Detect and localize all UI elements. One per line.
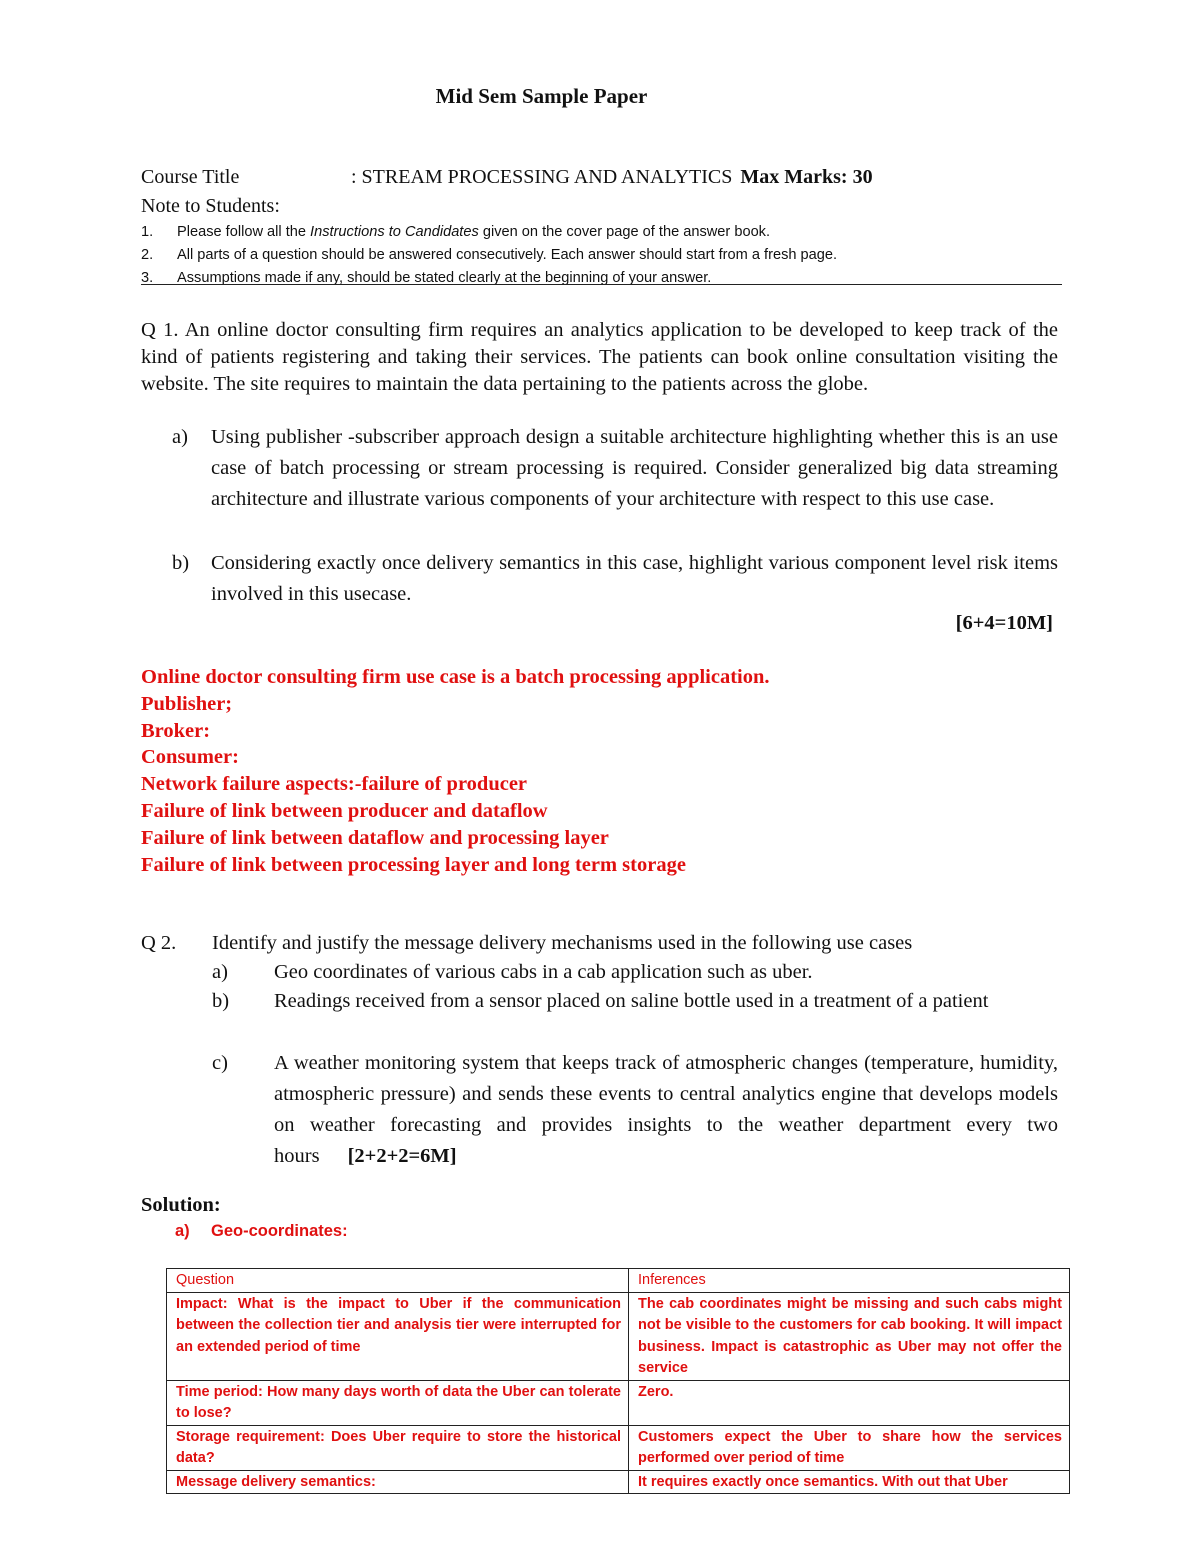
solution-table xyxy=(166,1268,1070,1494)
course-line xyxy=(141,166,873,189)
instruction-text: All parts of a question should be answered consecutively. Each answer should start from a fresh page. xyxy=(177,247,838,263)
solution-sub-letter: a) xyxy=(175,1222,190,1240)
max-marks: Max Marks: 30 xyxy=(740,166,873,188)
instruction-item xyxy=(141,267,1061,290)
table-cell: Message delivery semantics: xyxy=(167,1470,629,1494)
answer-line: Failure of link between producer and dataflow xyxy=(141,799,548,822)
solution-sub-title: Geo-coordinates: xyxy=(211,1222,348,1240)
question-2-part-c xyxy=(212,1048,1058,1172)
instruction-item xyxy=(141,244,1061,267)
answer-line: Consumer: xyxy=(141,746,239,769)
answer-line: Failure of link between dataflow and processing layer xyxy=(141,826,609,849)
table-cell: The cab coordinates might be missing and such cabs might not be visible to the customers for cab booking. It will impact business. Impact is catastrophic as Uber may not offer the service xyxy=(629,1292,1070,1380)
page-title: Mid Sem Sample Paper xyxy=(435,84,648,108)
part-letter: a) xyxy=(172,426,188,448)
table-row xyxy=(167,1292,1070,1380)
question-1-part-b xyxy=(172,548,1058,610)
table-cell: It requires exactly once semantics. With out that Uber xyxy=(629,1470,1070,1494)
part-letter: c) xyxy=(212,1052,228,1074)
answer-line: Publisher; xyxy=(141,692,233,715)
question-1-marks: [6+4=10M] xyxy=(955,612,1053,634)
table-cell: Storage requirement: Does Uber require to store the historical data? xyxy=(167,1425,629,1470)
question-2-part-b xyxy=(212,986,1058,1017)
table-row xyxy=(167,1425,1070,1470)
question-2-heading xyxy=(141,930,1058,957)
part-text: Considering exactly once delivery semantics in this case, highlight various component level risk items involved in this usecase. xyxy=(211,552,1058,605)
question-1-text: Q 1. An online doctor consulting firm requires an analytics application to be developed to keep track of the kind of patients registering and taking their services. The patients can book online consultation visiting the website. The site requires to maintain the data pertaining to the patients across the globe. xyxy=(141,319,1058,395)
solution-subheading xyxy=(175,1222,348,1241)
question-2-marks: [2+2+2=6M] xyxy=(347,1145,457,1167)
table-row xyxy=(167,1380,1070,1425)
table-cell: Impact: What is the impact to Uber if the communication between the collection tier and analysis tier were interrupted for an extended period of time xyxy=(167,1292,629,1380)
question-2-number: Q 2. xyxy=(141,932,177,954)
part-text: Readings received from a sensor placed on saline bottle used in a treatment of a patient xyxy=(274,990,989,1012)
instructions-emphasis: Instructions to Candidates xyxy=(310,224,479,240)
solution-heading: Solution: xyxy=(141,1194,221,1216)
question-2-part-a xyxy=(212,957,1058,988)
instructions-list xyxy=(141,221,1061,290)
instruction-number: 3. xyxy=(141,270,154,286)
table-cell: Zero. xyxy=(629,1380,1070,1425)
question-1-answer xyxy=(141,664,770,878)
part-letter: b) xyxy=(172,552,190,574)
table-header-cell: Question xyxy=(167,1269,629,1293)
table-cell: Time period: How many days worth of data the Uber can tolerate to lose? xyxy=(167,1380,629,1425)
table-cell: Customers expect the Uber to share how the services performed over period of time xyxy=(629,1425,1070,1470)
instruction-number: 1. xyxy=(141,224,154,240)
instruction-text: Assumptions made if any, should be stated clearly at the beginning of your answer. xyxy=(177,270,712,286)
divider-line xyxy=(141,284,1062,285)
instruction-item xyxy=(141,221,1061,244)
notes-heading: Note to Students: xyxy=(141,195,280,217)
answer-line: Network failure aspects:-failure of producer xyxy=(141,773,528,796)
question-2-text: Identify and justify the message delivery mechanisms used in the following use cases xyxy=(212,932,913,954)
answer-line: Broker: xyxy=(141,719,211,742)
table-header-row xyxy=(167,1269,1070,1293)
part-text: Using publisher -subscriber approach design a suitable architecture highlighting whether this is an use case of batch processing or stream processing is required. Consider generalized big data streaming architecture and illustrate various components of your architecture with respect to this use case. xyxy=(211,426,1058,510)
instruction-text: Please follow all the Instructions to Candidates given on the cover page of the answer book. xyxy=(177,224,771,240)
question-1-part-a xyxy=(172,422,1058,515)
part-text: A weather monitoring system that keeps track of atmospheric changes (temperature, humidity, atmospheric pressure) and sends these events to central analytics engine that develops models on weather forecasting and provides insights to the weather department every two hours [2+2+2=6M] xyxy=(274,1052,1058,1167)
course-title-label: Course Title xyxy=(141,166,240,188)
answer-line: Failure of link between processing layer and long term storage xyxy=(141,853,686,876)
table-header-cell: Inferences xyxy=(629,1269,1070,1293)
answer-line: Online doctor consulting firm use case is a batch processing application. xyxy=(141,666,770,688)
table-row xyxy=(167,1470,1070,1494)
part-letter: a) xyxy=(212,961,228,983)
part-letter: b) xyxy=(212,990,230,1012)
course-title-value: : STREAM PROCESSING AND ANALYTICS xyxy=(351,166,733,188)
instruction-number: 2. xyxy=(141,247,154,263)
part-text: Geo coordinates of various cabs in a cab application such as uber. xyxy=(274,961,813,983)
